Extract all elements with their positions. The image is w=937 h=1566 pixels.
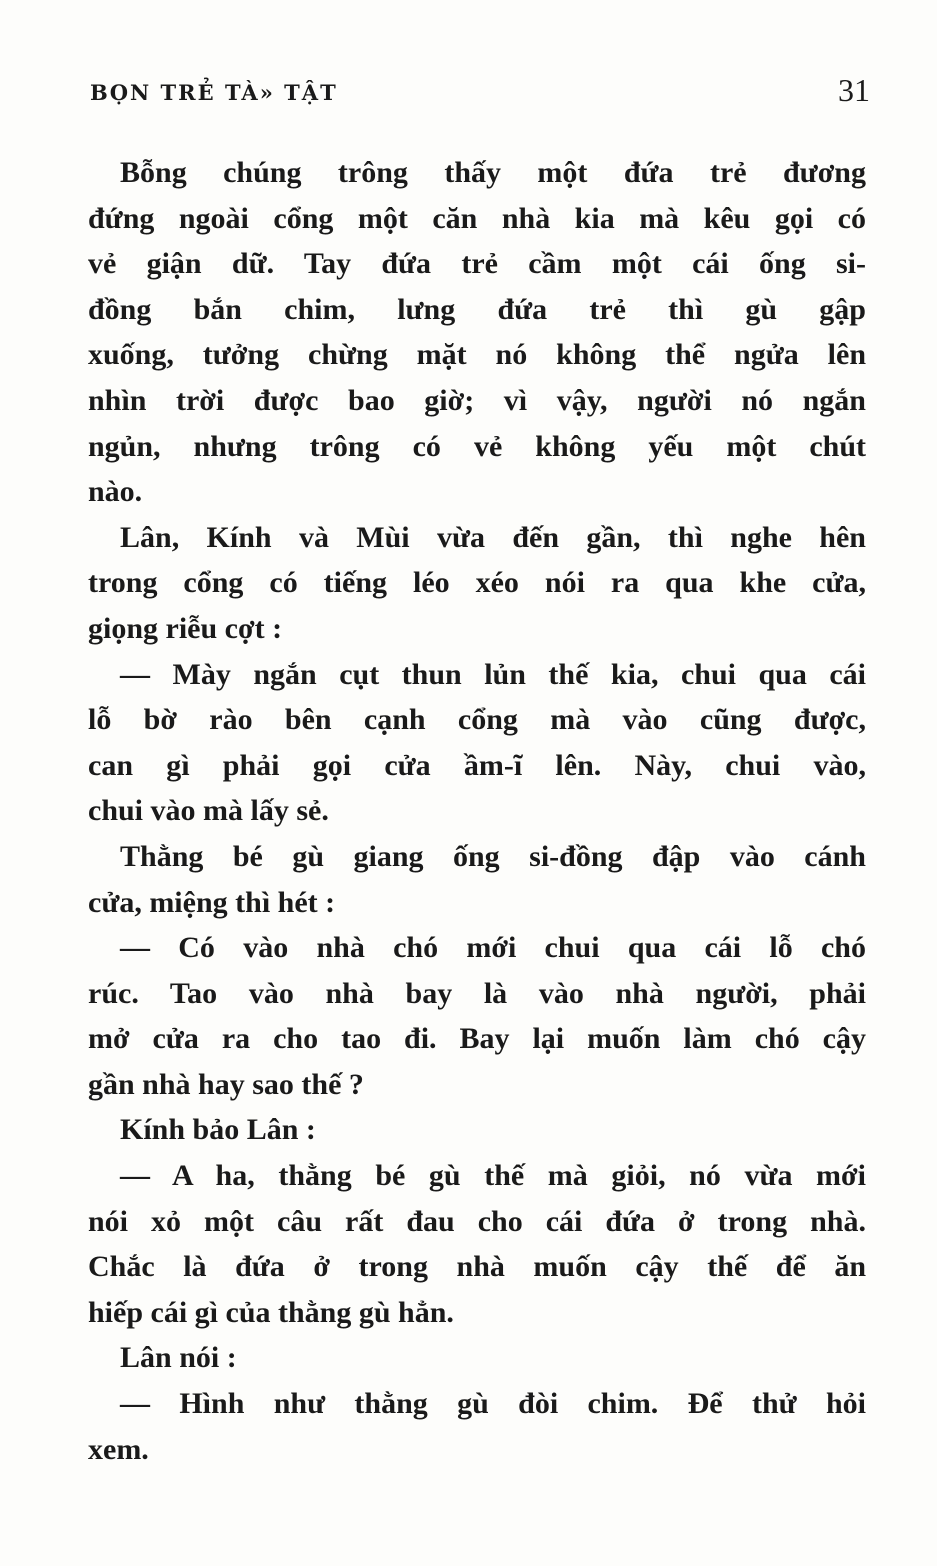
text-line: lỗ bờ rào bên cạnh cổng mà vào cũng được,: [88, 703, 866, 737]
text-line: Kính bảo Lân :: [120, 1113, 316, 1147]
text-line: nói xỏ một câu rất đau cho cái đứa ở trong nhà.: [88, 1204, 866, 1238]
running-title: BỌN TRẺ TÀ» TẬT: [90, 80, 338, 105]
text-line: Lân nói :: [120, 1341, 237, 1375]
text-line: Thằng bé gù giang ống si-đồng đập vào cánh: [120, 839, 866, 873]
text-line: nào.: [88, 475, 143, 509]
text-line: Lân, Kính và Mùi vừa đến gần, thì nghe hên: [120, 520, 866, 554]
text-line: giọng riễu cợt :: [88, 611, 283, 645]
text-line: — Có vào nhà chó mới chui qua cái lỗ chó: [120, 931, 866, 965]
text-line: cửa, miệng thì hét :: [88, 885, 336, 919]
text-line: can gì phải gọi cửa ầm-ĩ lên. Này, chui vào,: [88, 748, 866, 782]
text-line: nhìn trời được bao giờ; vì vậy, người nó ngắn: [88, 383, 866, 417]
text-line: — Mày ngắn cụt thun lủn thế kia, chui qua cái: [120, 657, 866, 691]
text-line: mở cửa ra cho tao đi. Bay lại muốn làm chó cậy: [88, 1022, 866, 1056]
body-text: [88, 150, 866, 1472]
text-line: gần nhà hay sao thế ?: [88, 1067, 364, 1101]
text-line: — Hình như thằng gù đòi chim. Để thử hỏi: [120, 1387, 866, 1421]
text-line: ngủn, nhưng trông có vẻ không yếu một chút: [88, 429, 866, 463]
text-line: Chắc là đứa ở trong nhà muốn cậy thế để ăn: [88, 1250, 866, 1284]
text-line: rúc. Tao vào nhà bay là vào nhà người, phải: [88, 976, 866, 1010]
text-line: trong cổng có tiếng léo xéo nói ra qua khe cửa,: [88, 566, 866, 600]
page-number: 31: [838, 72, 870, 108]
text-line: — A ha, thằng bé gù thế mà giỏi, nó vừa mới: [120, 1159, 866, 1193]
text-line: xuống, tưởng chừng mặt nó không thể ngửa lên: [88, 338, 866, 372]
text-line: vẻ giận dữ. Tay đứa trẻ cầm một cái ống si-: [88, 247, 866, 281]
text-line: hiếp cái gì của thằng gù hẳn.: [88, 1295, 454, 1329]
text-line: xem.: [88, 1432, 149, 1466]
text-line: đứng ngoài cổng một căn nhà kia mà kêu gọi có: [88, 201, 866, 235]
text-line: đồng bắn chim, lưng đứa trẻ thì gù gập: [88, 292, 866, 326]
text-line: Bỗng chúng trông thấy một đứa trẻ đương: [120, 156, 866, 189]
text-line: chui vào mà lấy sẻ.: [88, 794, 329, 828]
